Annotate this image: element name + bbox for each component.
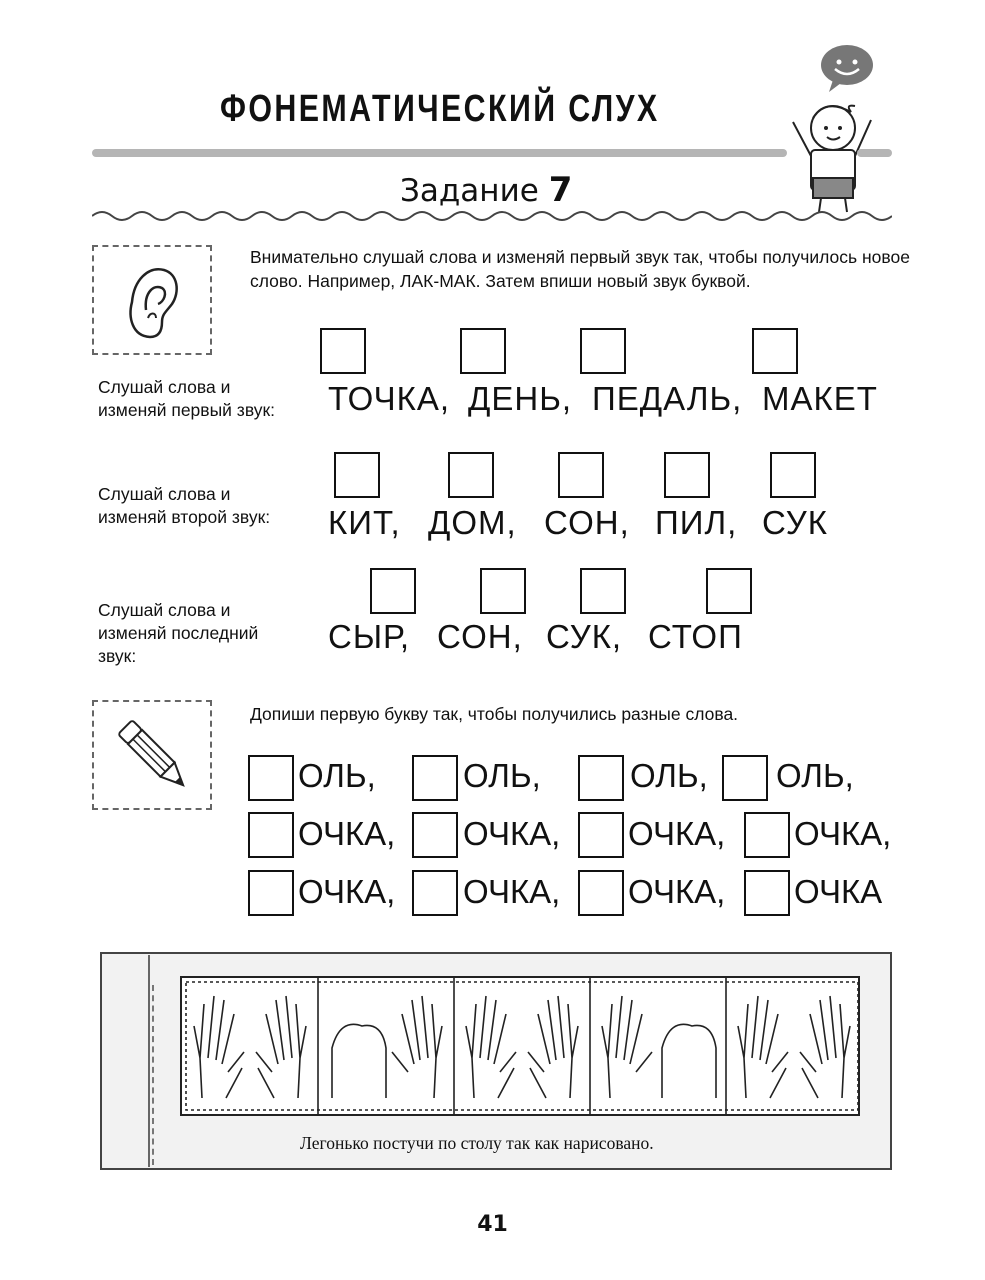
word: СОН, [437,618,523,655]
answer-box[interactable] [770,452,816,498]
letter-box[interactable] [578,755,624,801]
answer-box[interactable] [558,452,604,498]
word: ПИЛ, [655,504,738,541]
word-fragment: ОЧКА, [628,815,726,852]
header-rule-end [857,149,892,157]
word: ТОЧКА, [328,380,451,417]
word: ДОМ, [428,504,517,541]
hands-strip [180,976,860,1116]
answer-box[interactable] [580,568,626,614]
answer-box[interactable] [706,568,752,614]
answer-box[interactable] [448,452,494,498]
answer-box[interactable] [460,328,506,374]
word: СТОП [648,618,743,655]
word-fragment: ОЧКА, [463,873,561,910]
word-fragment: ОЧКА, [298,815,396,852]
word-fragment: ОЛЬ, [298,757,376,794]
answer-box[interactable] [320,328,366,374]
word: ПЕДАЛЬ, [592,380,743,417]
letter-box[interactable] [412,870,458,916]
word: МАКЕТ [762,380,878,417]
word-fragment: ОЛЬ, [630,757,708,794]
page-title: ФОНЕМАТИЧЕСКИЙ СЛУХ [220,88,660,130]
row3-label: Слушай слова и изменяй последний звук: [98,600,259,666]
answer-box[interactable] [370,568,416,614]
letter-box[interactable] [578,812,624,858]
page-number: 41 [477,1212,508,1237]
task-heading: Задание 7 [400,170,573,210]
letter-box[interactable] [248,870,294,916]
row1-label: Слушай слова и изменяй первый звук: [98,377,275,420]
panel-dashes [152,985,154,1165]
answer-box[interactable] [752,328,798,374]
word-fragment: ОЧКА, [794,815,892,852]
wavy-divider [92,206,892,224]
answer-box[interactable] [480,568,526,614]
letter-box[interactable] [744,870,790,916]
letter-box[interactable] [412,812,458,858]
answer-box[interactable] [580,328,626,374]
ear-icon [120,262,182,342]
word: СОН, [544,504,630,541]
letter-box[interactable] [744,812,790,858]
word-fragment: ОЧКА, [298,873,396,910]
word-fragment: ОЛЬ, [463,757,541,794]
pencil-icon [112,712,192,796]
word-fragment: ОЛЬ, [776,757,854,794]
boy-mascot-icon [785,40,895,220]
letter-box[interactable] [248,812,294,858]
word: КИТ, [328,504,401,541]
panel-margin-line [148,955,150,1167]
letter-box[interactable] [578,870,624,916]
word: СУК [762,504,828,541]
letter-box[interactable] [248,755,294,801]
word-fragment: ОЧКА [794,873,883,910]
word: СЫР, [328,618,410,655]
hands-caption: Легонько постучи по столу так как нарисовано. [300,1133,654,1153]
word: ДЕНЬ, [468,380,573,417]
section1-instruction: Внимательно слушай слова и изменяй первый звук так, чтобы получилось новое слово. Например, ЛАК-МАК. Затем впиши новый звук буквой. [250,247,910,291]
section2-instruction: Допиши первую букву так, чтобы получились разные слова. [250,704,739,724]
word: СУК, [546,618,623,655]
answer-box[interactable] [664,452,710,498]
answer-box[interactable] [334,452,380,498]
header-rule [92,149,787,157]
word-fragment: ОЧКА, [628,873,726,910]
letter-box[interactable] [412,755,458,801]
hands-icon [182,978,858,1114]
letter-box[interactable] [722,755,768,801]
word-fragment: ОЧКА, [463,815,561,852]
row2-label: Слушай слова и изменяй второй звук: [98,484,271,527]
